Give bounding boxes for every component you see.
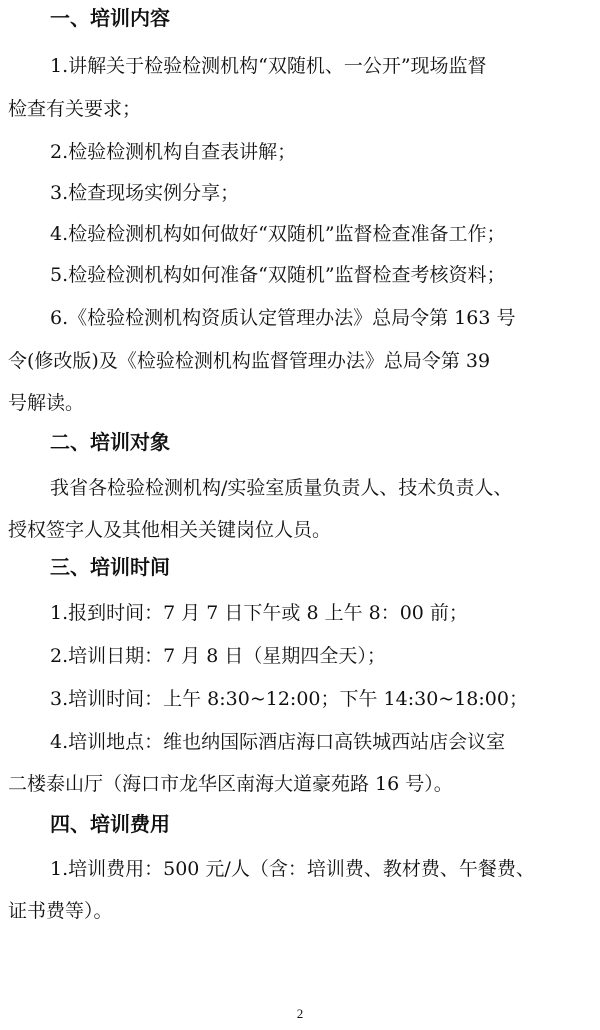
time-item-1: 1.报到时间：7 月 7 日下午或 8 上午 8：00 前；	[50, 602, 468, 624]
section-heading-time: 三、培训时间	[50, 555, 170, 579]
time-item-4-cont: 二楼泰山厅（海口市龙华区南海大道豪苑路 16 号）。	[8, 773, 453, 795]
section-heading-fee: 四、培训费用	[50, 812, 170, 836]
section-heading-content: 一、培训内容	[50, 6, 170, 30]
time-item-4: 4.培训地点：维也纳国际酒店海口高铁城西站店会议室	[50, 731, 506, 753]
content-item-2: 2.检验检测机构自查表讲解；	[50, 141, 297, 163]
content-item-1-cont: 检查有关要求；	[8, 98, 142, 120]
time-item-2: 2.培训日期：7 月 8 日（星期四全天）；	[50, 645, 386, 667]
fee-item-1-cont: 证书费等）。	[8, 900, 113, 922]
audience-text: 我省各检验检测机构/实验室质量负责人、技术负责人、	[50, 477, 513, 499]
audience-text-cont: 授权签字人及其他相关关键岗位人员。	[8, 519, 332, 541]
content-item-6-cont: 令(修改版)及《检验检测机构监督管理办法》总局令第 39	[8, 350, 491, 372]
content-item-4: 4.检验检测机构如何做好“双随机”监督检查准备工作；	[50, 223, 506, 245]
content-item-3: 3.检查现场实例分享；	[50, 182, 240, 204]
content-item-6: 6.《检验检测机构资质认定管理办法》总局令第 163 号	[50, 307, 516, 329]
section-heading-audience: 二、培训对象	[50, 430, 170, 454]
content-item-1: 1.讲解关于检验检测机构“双随机、一公开”现场监督	[50, 55, 487, 77]
fee-item-1: 1.培训费用：500 元/人（含：培训费、教材费、午餐费、	[50, 858, 535, 880]
time-item-3: 3.培训时间：上午 8:30~12:00；下午 14:30~18:00；	[50, 688, 528, 710]
page-number: 2	[296, 1006, 304, 1021]
content-item-5: 5.检验检测机构如何准备“双随机”监督检查考核资料；	[50, 264, 506, 286]
content-item-6-cont2: 号解读。	[8, 392, 85, 414]
